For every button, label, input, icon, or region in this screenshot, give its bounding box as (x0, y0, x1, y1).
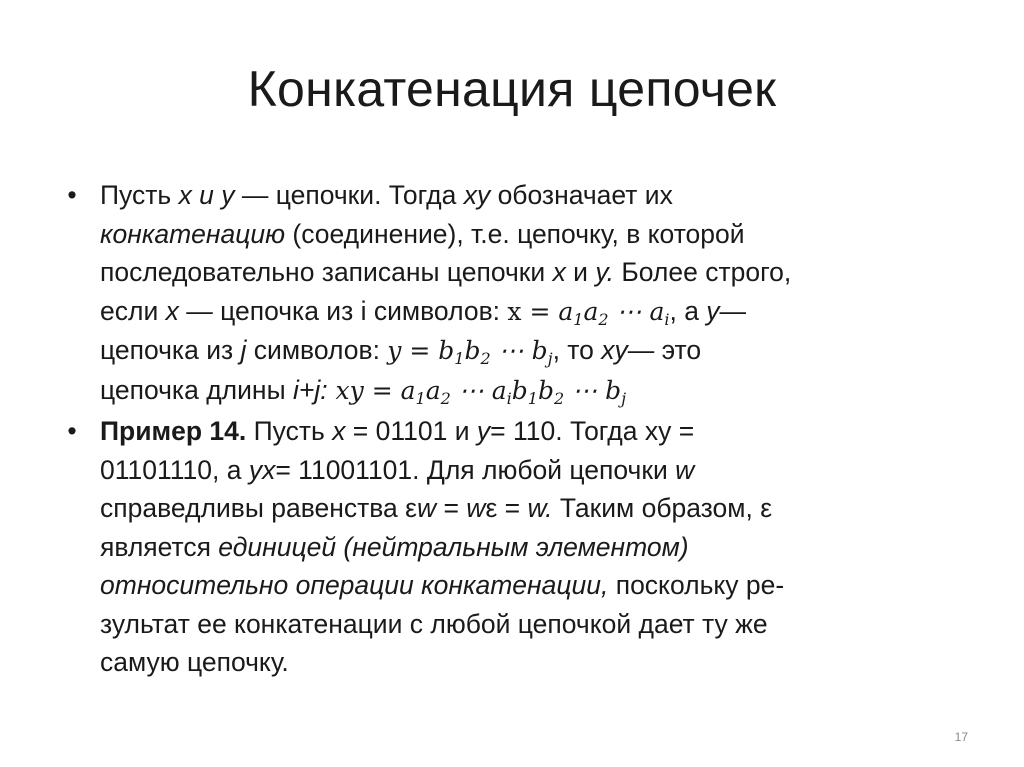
math-var: b (531, 336, 548, 365)
text-run: поскольку ре- (608, 570, 785, 600)
math-subscript: 1 (415, 388, 426, 408)
text-run-italic: i+j: (292, 374, 328, 405)
math-subscript: 2 (598, 309, 609, 329)
math-subscript: 2 (553, 388, 565, 408)
text-run-italic: w (675, 454, 695, 485)
math-subscript: i (506, 388, 512, 408)
term-identity-element: единицей (нейтральным элементом) (218, 531, 689, 562)
text-line (100, 215, 960, 254)
math-symbol: = (363, 375, 401, 405)
text-run: ε = (485, 493, 528, 523)
math-subscript: j (547, 349, 553, 368)
text-run: Более строго, (614, 257, 792, 287)
math-subscript: i (664, 309, 670, 329)
text-run-italic: x (332, 416, 346, 446)
text-run-italic: w (466, 493, 486, 523)
page-number: 17 (954, 730, 968, 744)
text-line (100, 528, 960, 567)
math-subscript: 1 (573, 309, 584, 329)
math-formula (558, 296, 670, 329)
text-run-italic: w. (527, 493, 553, 523)
math-var: a (558, 296, 574, 326)
math-var: b (511, 375, 528, 405)
math-symbol: = (521, 296, 559, 326)
text-run: зультат ее конкатенации с любой цепочкой дает ту же (100, 608, 768, 639)
math-formula (327, 375, 627, 408)
math-ellipsis: ⋯ (564, 375, 606, 405)
math-var: y (387, 336, 402, 365)
text-line (100, 489, 960, 528)
math-ellipsis: ⋯ (490, 336, 532, 365)
math-var: xy (327, 375, 364, 405)
text-line (100, 253, 960, 292)
text-run-italic: xy (463, 180, 491, 210)
text-run-italic: x (552, 257, 566, 287)
text-run-italic: x (165, 295, 179, 326)
text-run: , а (669, 295, 707, 326)
math-subscript: 2 (480, 349, 491, 368)
text-line (100, 451, 960, 490)
math-var: b (438, 336, 455, 365)
math-ellipsis: ⋯ (608, 296, 650, 326)
text-run: = 11001101. Для любой цепочки (275, 454, 676, 485)
text-run-italic: j (240, 335, 247, 365)
text-run: цепочка из (100, 335, 241, 365)
text-run: 01101110, а (100, 454, 249, 485)
text-run-italic: xy (601, 335, 628, 365)
bullet-dot-icon: • (67, 416, 77, 446)
text-run-italic: w (416, 493, 437, 523)
math-var: b (605, 375, 622, 405)
text-line (100, 643, 960, 682)
text-line (100, 176, 960, 215)
text-run: Таким образом, ε (552, 493, 773, 523)
text-line (100, 412, 960, 451)
text-run: и (565, 257, 596, 287)
text-run: = (436, 493, 467, 523)
math-subscript: j (621, 388, 627, 408)
text-run: обозначает их (490, 180, 673, 210)
text-run: = 01101 и (345, 416, 477, 446)
math-var: a (583, 296, 599, 326)
text-run: — это (627, 335, 702, 365)
text-line (100, 331, 960, 371)
text-run: — цепочки. Тогда (234, 180, 464, 210)
slide-title: Конкатенация цепочек (247, 61, 777, 117)
text-run-italic: y. (595, 257, 614, 287)
math-var: b (537, 375, 554, 405)
text-run: — цепочка из i символов: (178, 295, 508, 326)
math-symbol: x (507, 296, 522, 326)
bullet-example-14 (60, 412, 960, 682)
text-run-italic: y (706, 295, 720, 326)
text-run-italic: yx (248, 454, 276, 485)
math-var: b (464, 336, 481, 365)
math-var: a (491, 375, 507, 405)
text-run: самую цепочку. (100, 647, 289, 677)
text-run-italic: y (476, 416, 491, 446)
text-run: — (719, 295, 747, 326)
text-run: , то (552, 335, 602, 365)
text-run-italic: x и y (178, 180, 235, 210)
text-line (100, 292, 960, 332)
text-run: цепочка длины (100, 374, 293, 405)
text-run: символов: (246, 335, 388, 365)
text-line (100, 566, 960, 605)
bullet-concatenation-definition (60, 176, 960, 410)
math-symbol: = (401, 336, 439, 365)
math-var: a (425, 375, 441, 405)
math-subscript: 2 (440, 388, 451, 408)
math-subscript: 1 (527, 388, 538, 408)
term-concatenation: конкатенацию (100, 218, 286, 249)
text-run: справедливы равенства ε (100, 493, 417, 523)
text-run: если (100, 295, 166, 326)
text-run: последовательно записаны цепочки (100, 257, 553, 287)
term-with-respect-to-concatenation: относительно операции конкатенации, (100, 570, 609, 600)
text-line (100, 605, 960, 644)
math-formula (387, 336, 553, 368)
text-run: является (100, 531, 219, 562)
example-heading: Пример 14. (100, 416, 247, 446)
text-run: Пусть (100, 180, 179, 210)
bullet-dot-icon: • (67, 180, 77, 210)
math-ellipsis: ⋯ (450, 375, 492, 405)
math-var: a (649, 296, 665, 326)
text-run: Пусть (246, 416, 333, 446)
slide-body (60, 176, 960, 682)
text-run: (соединение), т.е. цепочку, в которой (285, 218, 745, 249)
math-subscript: 1 (454, 349, 465, 368)
math-var: a (400, 375, 416, 405)
text-line (100, 371, 960, 411)
text-run: = 110. Тогда xy = (490, 416, 695, 446)
